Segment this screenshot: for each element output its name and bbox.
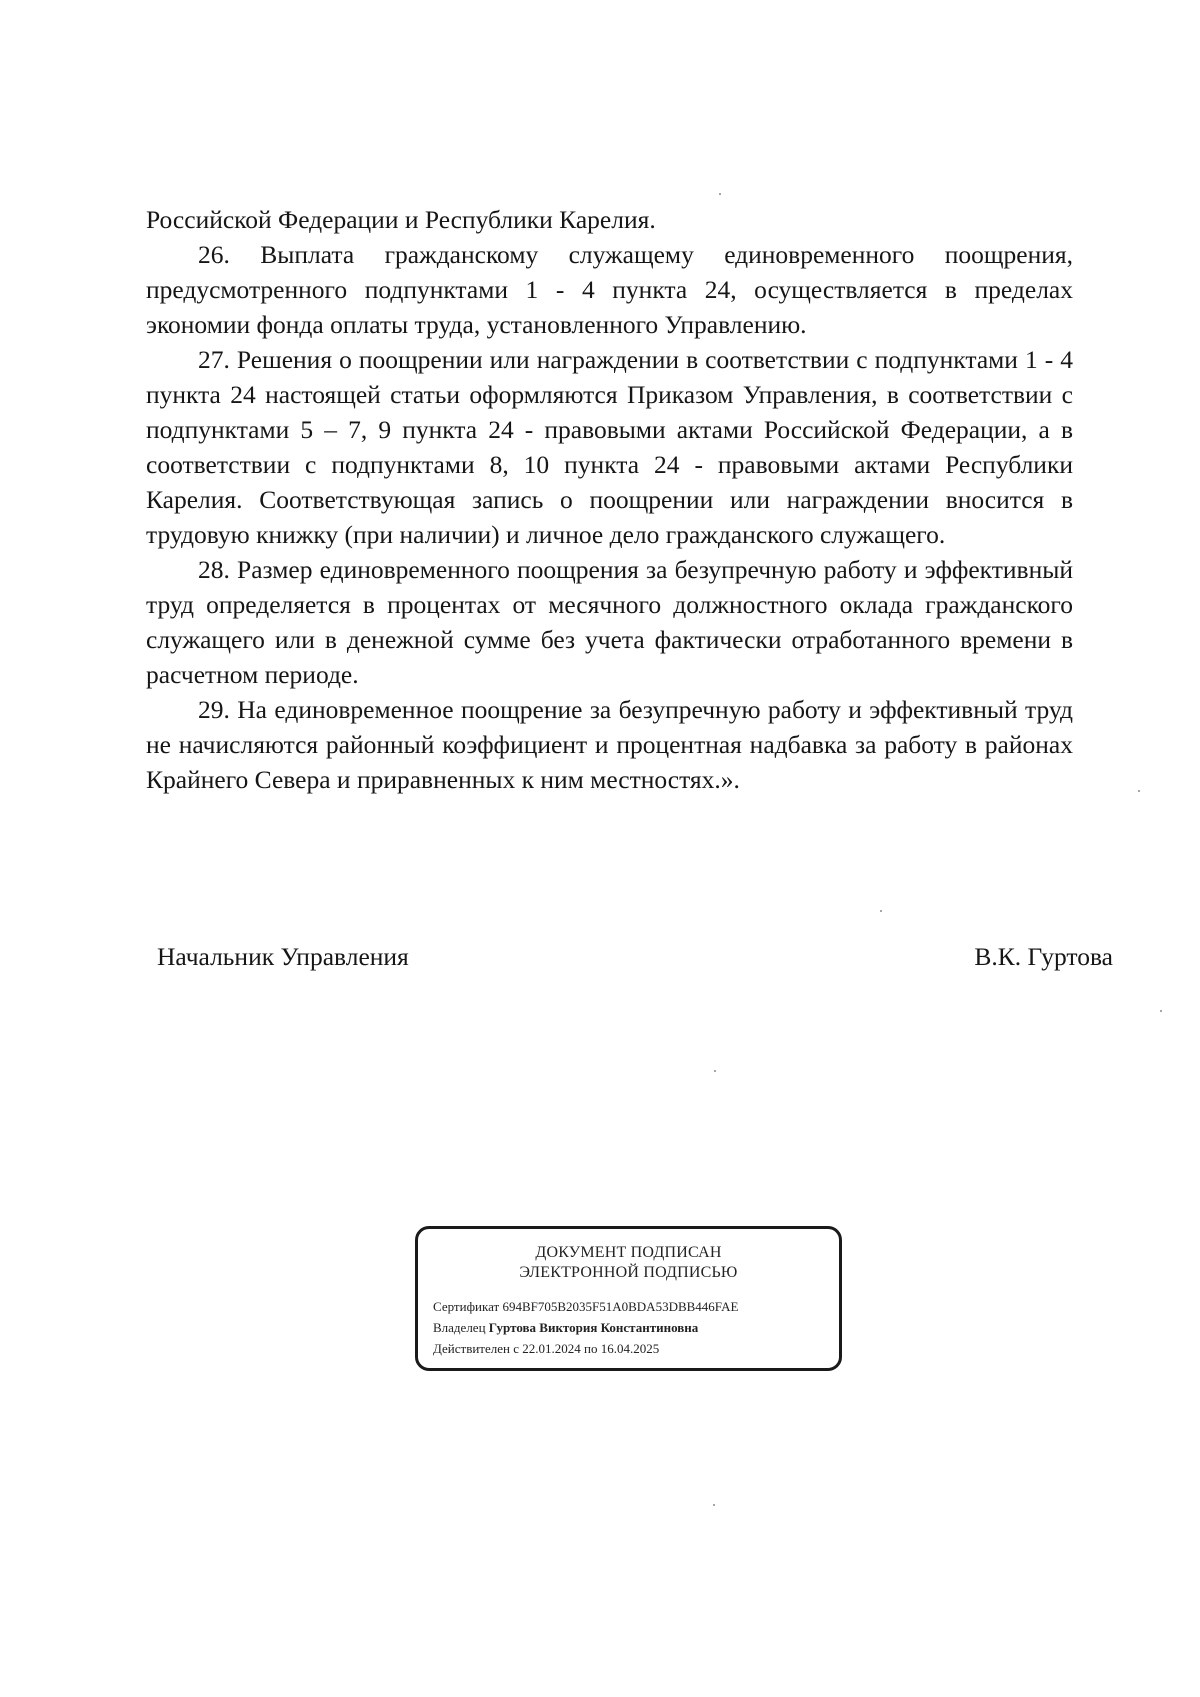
stamp-details [433, 1296, 839, 1359]
scan-speck [880, 910, 882, 912]
scan-speck [1138, 790, 1140, 792]
stamp-valid-to: 16.04.2025 [600, 1341, 660, 1356]
stamp-certificate-value: 694BF705B2035F51A0BDA53DBB446FAE [502, 1299, 739, 1314]
stamp-owner-row [433, 1317, 839, 1338]
paragraph-continuation: Российской Федерации и Республики Карелия. [146, 205, 656, 234]
scan-speck [1160, 1010, 1162, 1012]
signatory-name: В.К. Гуртова [974, 942, 1113, 971]
stamp-owner-value: Гуртова Виктория Константиновна [488, 1320, 699, 1335]
scan-speck [713, 1504, 715, 1506]
signatory-title: Начальник Управления [157, 942, 409, 971]
stamp-valid-to-label: по [584, 1341, 598, 1356]
paragraph-26: 26. Выплата гражданскому служащему единовременного поощрения, предусмотренного подпунктами 1 - 4 пункта 24, осуществляется в пределах экономии фонда оплаты труда, установленного Управлению. [146, 240, 1073, 339]
stamp-heading-line-2: ЭЛЕКТРОННОЙ ПОДПИСЬЮ [519, 1264, 738, 1281]
paragraph-28: 28. Размер единовременного поощрения за безупречную работу и эффективный труд определяется в процентах от месячного должностного оклада гражданского служащего или в денежной сумме без учета фактически отработанного времени в расчетном периоде. [146, 555, 1073, 689]
stamp-certificate-label: Сертификат [433, 1299, 500, 1314]
electronic-signature-stamp [415, 1226, 842, 1371]
stamp-valid-label: Действителен с [433, 1341, 519, 1356]
stamp-certificate-row [433, 1296, 839, 1317]
paragraph-29: 29. На единовременное поощрение за безупречную работу и эффективный труд не начисляются районный коэффициент и процентная надбавка за работу в районах Крайнего Севера и приравненных к ним местностях.». [146, 695, 1073, 794]
stamp-validity-row [433, 1338, 839, 1359]
stamp-owner-label: Владелец [433, 1320, 486, 1335]
scan-speck [719, 193, 721, 195]
paragraph-27: 27. Решения о поощрении или награждении в соответствии с подпунктами 1 - 4 пункта 24 настоящей статьи оформляются Приказом Управления, в соответствии с подпунктами 5 – 7, 9 пункта 24 - правовыми актами Российской Федерации, а в соответствии с подпунктами 8, 10 пункта 24 - правовыми актами Республики Карелия. Соответствующая запись о поощрении или награждении вносится в трудовую книжку (при наличии) и личное дело гражданского служащего. [146, 345, 1073, 549]
document-body [146, 202, 1073, 797]
stamp-valid-from: 22.01.2024 [522, 1341, 581, 1356]
scan-speck [714, 1070, 716, 1072]
stamp-heading-line-1: ДОКУМЕНТ ПОДПИСАН [535, 1244, 722, 1261]
stamp-heading [418, 1243, 839, 1283]
